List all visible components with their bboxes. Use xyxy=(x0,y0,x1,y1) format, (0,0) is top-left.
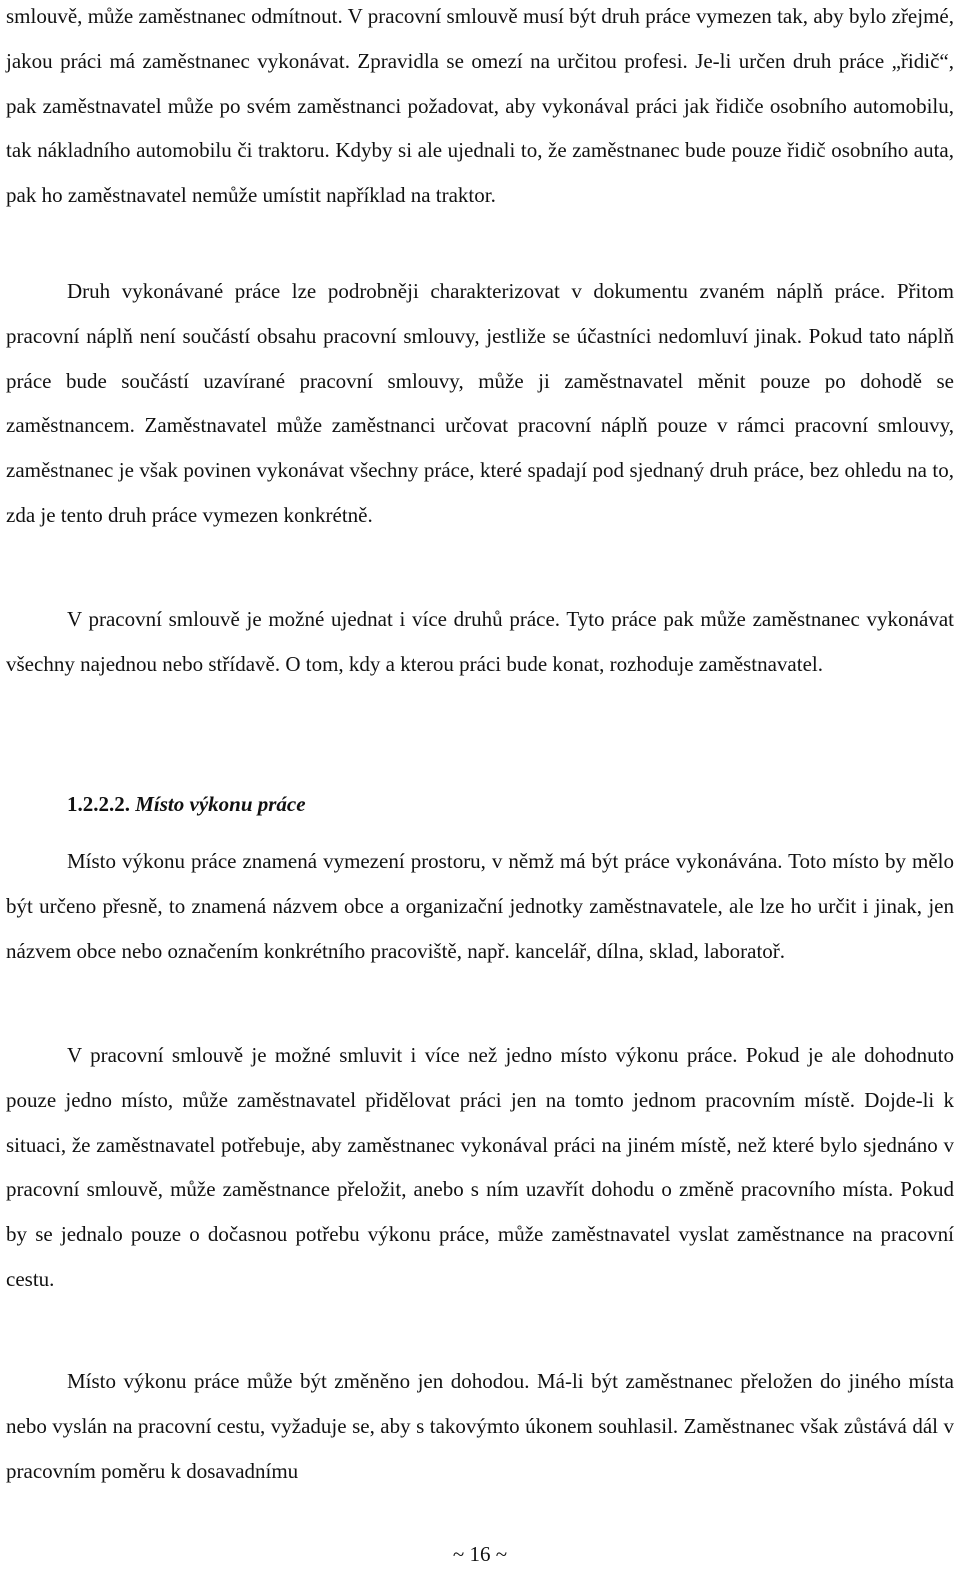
section-heading xyxy=(67,782,306,827)
section-title: Místo výkonu práce xyxy=(135,792,306,816)
paragraph-multiple-work-types: V pracovní smlouvě je možné ujednat i více druhů práce. Tyto práce pak může zaměstnanec vykonávat všechny najednou nebo střídavě. O tom, kdy a kterou práci bude konat, rozhoduje zaměstnavatel. xyxy=(6,607,954,676)
page-number: ~ 16 ~ xyxy=(452,1542,508,1566)
paragraph-place-definition: Místo výkonu práce znamená vymezení prostoru, v němž má být práce vykonávána. Toto místo by mělo být určeno přesně, to znamená názvem obce a organizační jednotky zaměstnavatele, ale lze ho určit i jinak, jen názvem obce nebo označením konkrétního pracoviště, např. kancelář, dílna, sklad, laboratoř. xyxy=(6,849,954,963)
paragraph-job-description: Druh vykonávané práce lze podrobněji charakterizovat v dokumentu zvaném náplň práce. Přitom pracovní náplň není součástí obsahu pracovní smlouvy, jestliže se účastníci nedomluví jinak. Pokud tato náplň práce bude součástí uzavírané pracovní smlouvy, může ji zaměstnavatel měnit pouze po dohodě se zaměstnancem. Zaměstnavatel může zaměstnanci určovat pracovní náplň pouze v rámci pracovní smlouvy, zaměstnanec je však povinen vykonávat všechny práce, které spadají pod sjednaný druh práce, bez ohledu na to, zda je tento druh práce vymezen konkrétně. xyxy=(6,279,954,527)
paragraph-work-type-definition: smlouvě, může zaměstnanec odmítnout. V pracovní smlouvě musí být druh práce vymezen tak, aby bylo zřejmé, jakou práci má zaměstnanec vykonávat. Zpravidla se omezí na určitou profesi. Je-li určen druh práce „řidič“, pak zaměstnavatel může po svém zaměstnanci požadovat, aby vykonával práci jak řidiče osobního automobilu, tak nákladního automobilu či traktoru. Kdyby si ale ujednali to, že zaměstnanec bude pouze řidič osobního auta, pak ho zaměstnavatel nemůže umístit například na traktor. xyxy=(6,4,954,208)
section-number: 1.2.2.2. xyxy=(67,792,130,816)
paragraph-place-change: Místo výkonu práce může být změněno jen dohodou. Má-li být zaměstnanec přeložen do jiného místa nebo vyslán na pracovní cestu, vyžaduje se, aby s takovýmto úkonem souhlasil. Zaměstnanec však zůstává dál v pracovním poměru k dosavadnímu xyxy=(6,1369,954,1483)
paragraph-multiple-places: V pracovní smlouvě je možné smluvit i více než jedno místo výkonu práce. Pokud je ale dohodnuto pouze jedno místo, může zaměstnavatel přidělovat práci jen na tomto jednom pracovním místě. Dojde-li k situaci, že zaměstnavatel potřebuje, aby zaměstnanec vykonával práci na jiném místě, než které bylo sjednáno v pracovní smlouvě, může zaměstnance přeložit, anebo s ním uzavřít dohodu o změně pracovního místa. Pokud by se jednalo pouze o dočasnou potřebu výkonu práce, může zaměstnavatel vyslat zaměstnance na pracovní cestu. xyxy=(6,1043,954,1291)
